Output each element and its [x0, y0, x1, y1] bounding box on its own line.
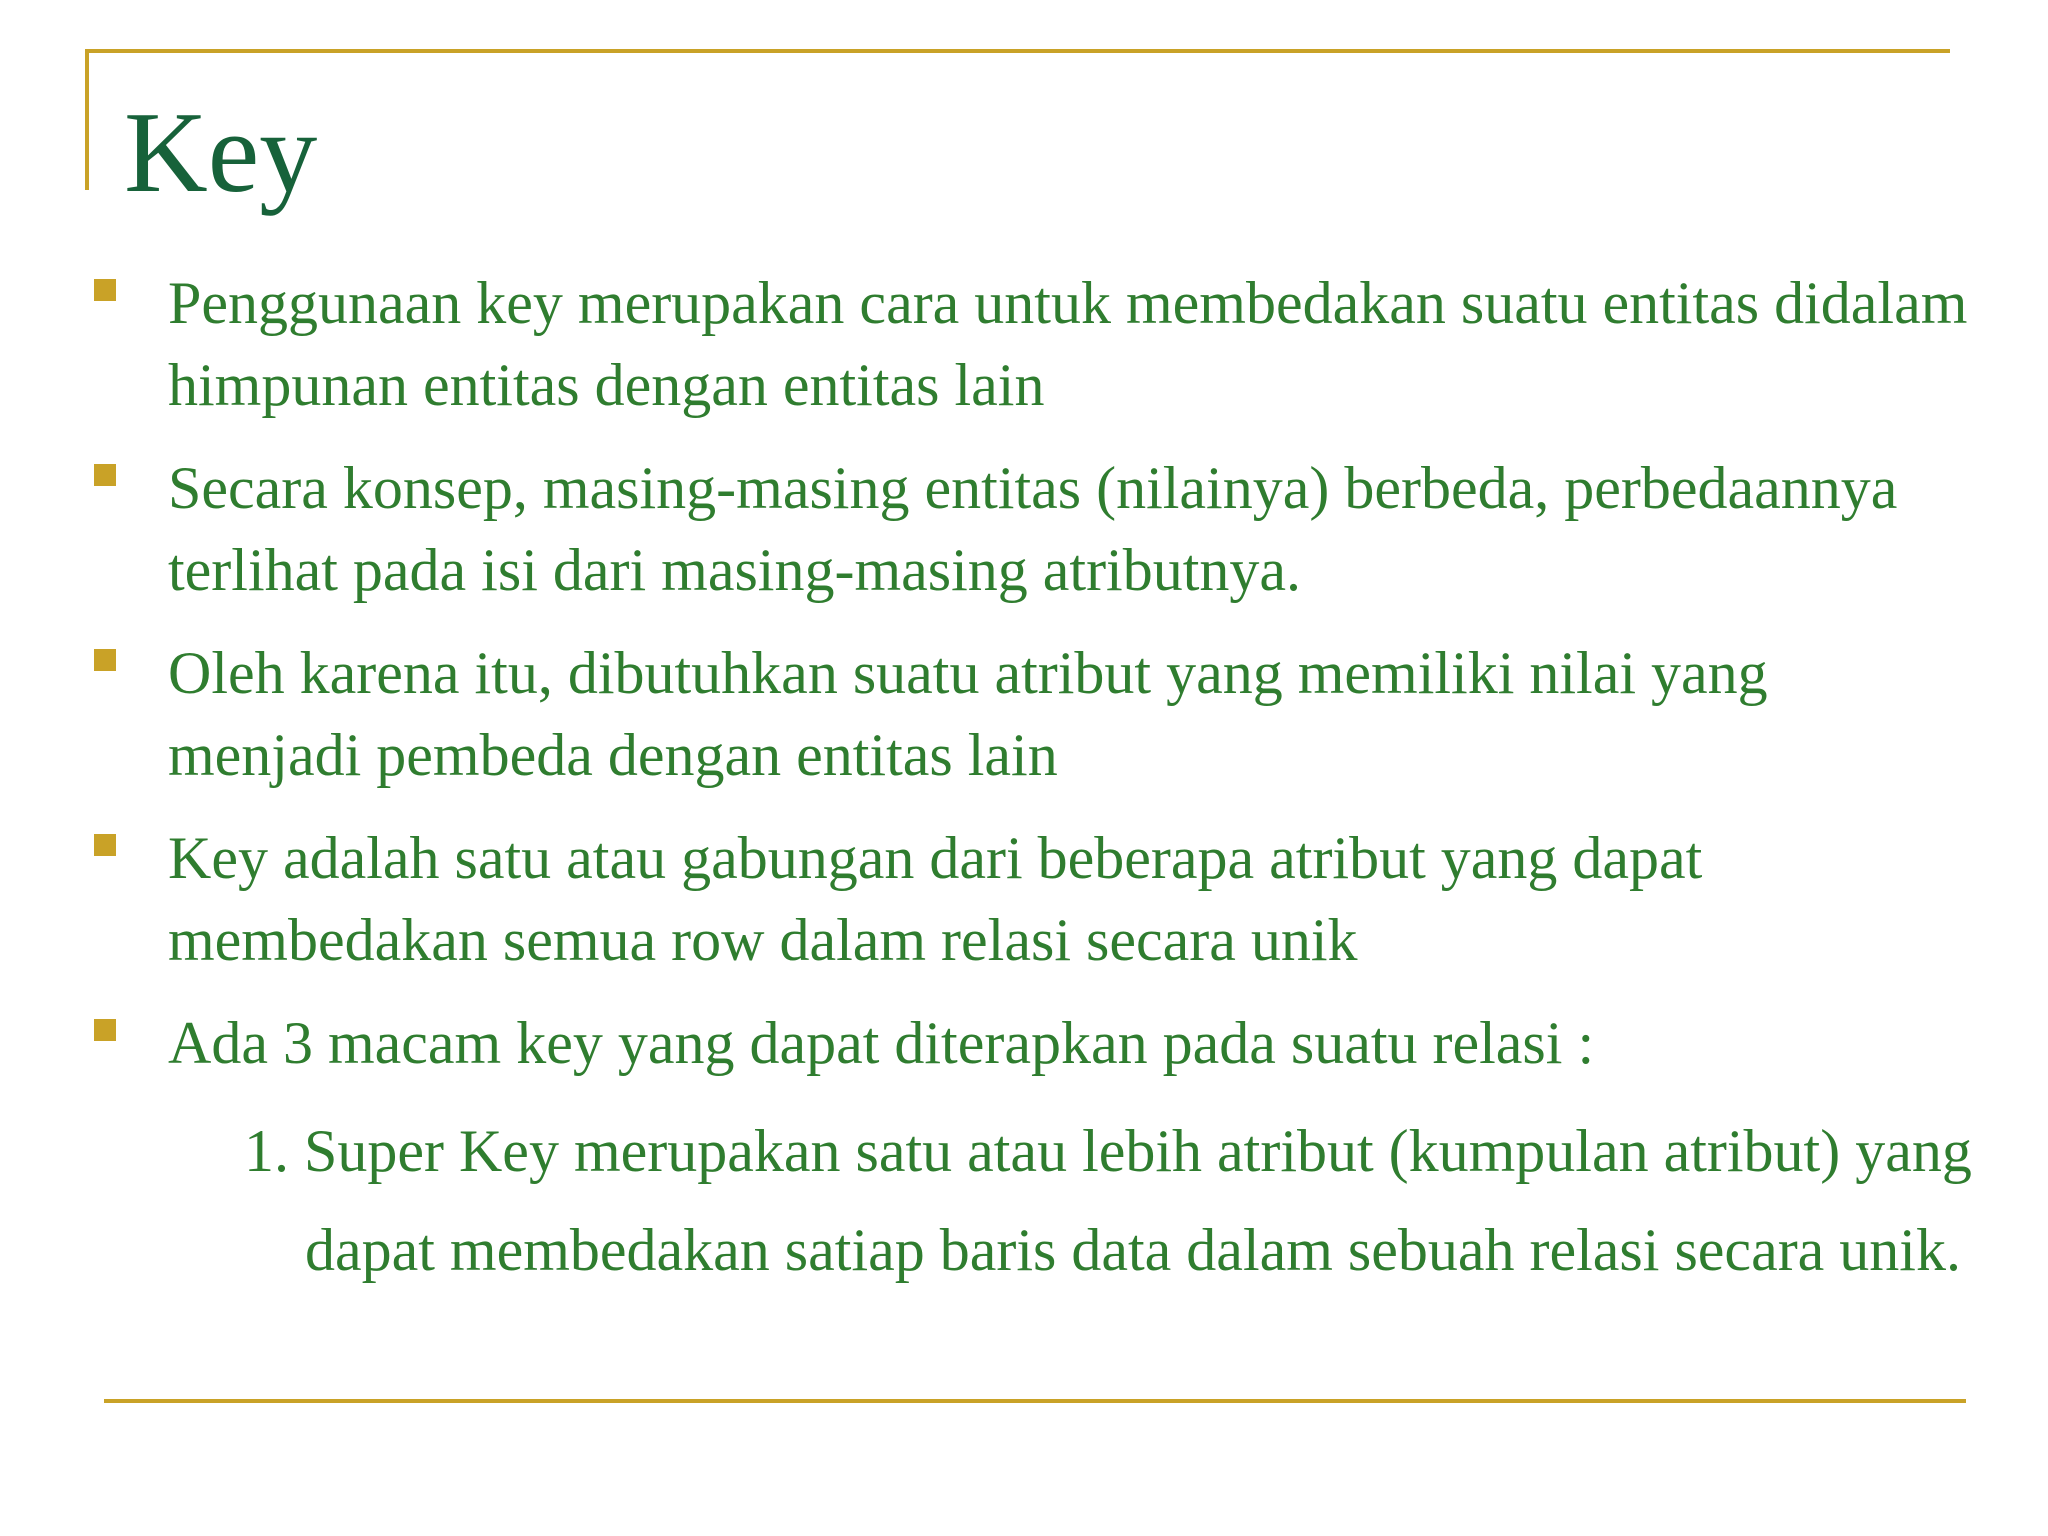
slide-title: Key — [124, 89, 318, 217]
square-bullet-icon — [94, 834, 116, 856]
numbered-sub-item: 1. Super Key merupakan satu atau lebih atribut (kumpulan atribut) yang dapat membedakan satiap baris data dalam sebuah relasi secara unik. — [244, 1118, 1972, 1283]
bottom-border-line — [104, 1399, 1966, 1403]
bullet-list — [92, 262, 1972, 1321]
bullet-item — [92, 262, 1972, 426]
square-bullet-icon — [94, 1019, 116, 1041]
square-bullet-icon — [94, 649, 116, 671]
square-bullet-icon — [94, 464, 116, 486]
bullet-text: Key adalah satu atau gabungan dari beberapa atribut yang dapat membedakan semua row dalam relasi secara unik — [168, 825, 1703, 973]
square-bullet-icon — [94, 279, 116, 301]
bullet-item — [92, 632, 1972, 796]
top-border-line — [85, 49, 1950, 53]
bullet-item — [92, 817, 1972, 981]
bullet-text: Oleh karena itu, dibutuhkan suatu atribut yang memiliki nilai yang menjadi pembeda dengan entitas lain — [168, 640, 1768, 788]
bullet-item — [92, 447, 1972, 611]
bullet-item — [92, 1002, 1972, 1300]
left-border-line — [85, 49, 89, 190]
bullet-text: Ada 3 macam key yang dapat diterapkan pada suatu relasi : — [168, 1010, 1595, 1076]
bullet-text: Secara konsep, masing-masing entitas (nilainya) berbeda, perbedaannya terlihat pada isi dari masing-masing atributnya. — [168, 455, 1898, 603]
bullet-text: Penggunaan key merupakan cara untuk membedakan suatu entitas didalam himpunan entitas dengan entitas lain — [168, 270, 1968, 418]
